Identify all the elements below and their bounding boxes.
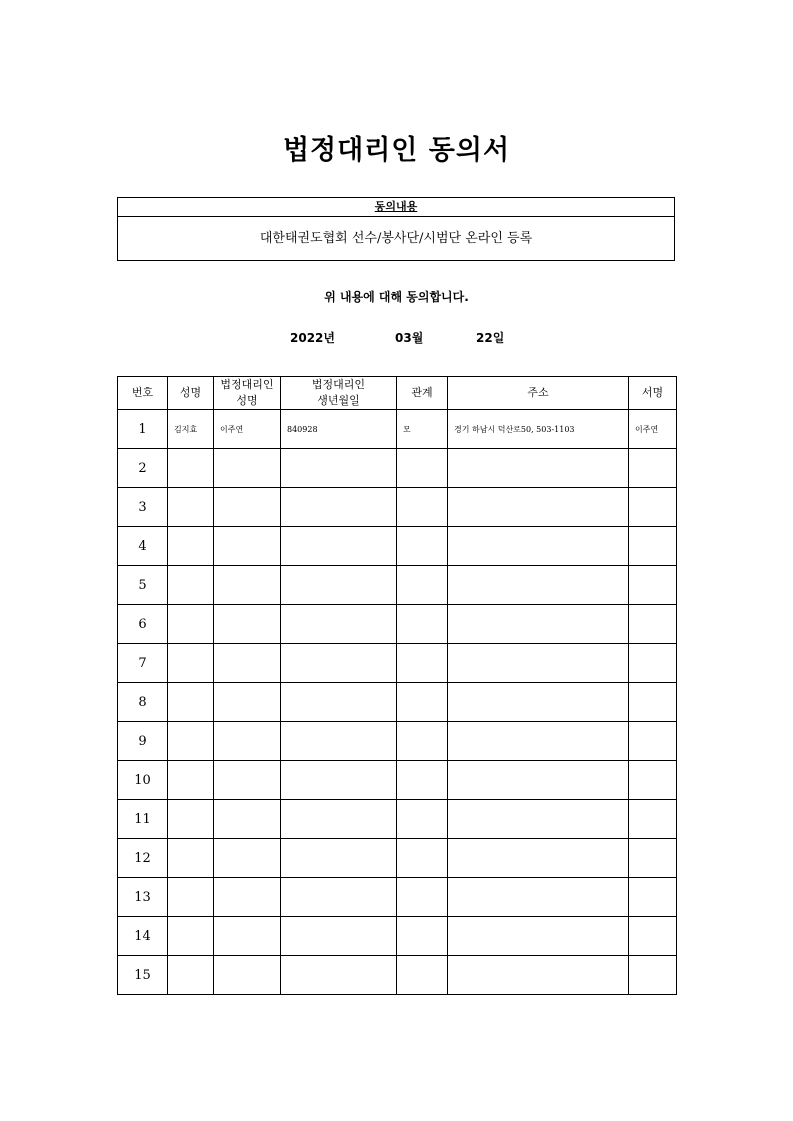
table-row (118, 605, 677, 644)
cell-no: 5 (118, 566, 168, 605)
table-row (118, 761, 677, 800)
date-year: 2022년 (290, 331, 335, 345)
cell-rep-birth (281, 644, 397, 683)
header-signature: 서명 (629, 377, 677, 410)
cell-rep-name (214, 449, 281, 488)
cell-rep-birth (281, 566, 397, 605)
cell-relation (397, 722, 448, 761)
cell-address (448, 839, 629, 878)
cell-relation (397, 566, 448, 605)
cell-address (448, 683, 629, 722)
cell-name (168, 800, 214, 839)
cell-rep-name (214, 566, 281, 605)
table-row (118, 644, 677, 683)
cell-relation (397, 683, 448, 722)
cell-relation (397, 449, 448, 488)
cell-signature (629, 956, 677, 995)
cell-rep-birth (281, 878, 397, 917)
cell-rep-birth (281, 761, 397, 800)
cell-signature (629, 449, 677, 488)
cell-no: 8 (118, 683, 168, 722)
cell-relation (397, 917, 448, 956)
cell-relation (397, 839, 448, 878)
cell-address (448, 566, 629, 605)
cell-address (448, 488, 629, 527)
cell-no: 1 (118, 410, 168, 449)
cell-rep-name (214, 683, 281, 722)
cell-address: 경기 하남시 덕산로50, 503-1103 (448, 410, 629, 449)
cell-rep-birth: 840928 (281, 410, 397, 449)
cell-rep-birth (281, 722, 397, 761)
table-row (118, 527, 677, 566)
header-rep-birth-line1: 법정대리인 (311, 378, 366, 391)
cell-signature: 이주연 (629, 410, 677, 449)
cell-rep-birth (281, 449, 397, 488)
cell-name (168, 488, 214, 527)
consent-content: 대한태권도협회 선수/봉사단/시범단 온라인 등록 (259, 231, 533, 246)
table-row (118, 800, 677, 839)
cell-name (168, 839, 214, 878)
cell-no: 6 (118, 605, 168, 644)
cell-name (168, 683, 214, 722)
cell-rep-name: 이주연 (214, 410, 281, 449)
cell-rep-name (214, 878, 281, 917)
table-row (118, 566, 677, 605)
table-row (118, 917, 677, 956)
cell-name (168, 917, 214, 956)
cell-no: 4 (118, 527, 168, 566)
guardian-consent-table (117, 376, 677, 995)
cell-no: 12 (118, 839, 168, 878)
cell-no: 15 (118, 956, 168, 995)
cell-rep-birth (281, 605, 397, 644)
cell-address (448, 449, 629, 488)
cell-relation (397, 800, 448, 839)
consent-box (117, 197, 675, 261)
cell-rep-name (214, 761, 281, 800)
header-rep-name-line2: 성명 (236, 394, 258, 407)
document-title: 법정대리인 동의서 (282, 135, 511, 166)
cell-rep-birth (281, 527, 397, 566)
cell-relation (397, 527, 448, 566)
header-no: 번호 (118, 377, 168, 410)
cell-rep-name (214, 644, 281, 683)
header-rep-name (214, 377, 281, 410)
cell-relation (397, 605, 448, 644)
cell-signature (629, 800, 677, 839)
table-row (118, 488, 677, 527)
cell-rep-birth (281, 800, 397, 839)
cell-address (448, 527, 629, 566)
cell-name (168, 761, 214, 800)
cell-address (448, 878, 629, 917)
table-row (118, 878, 677, 917)
cell-name (168, 527, 214, 566)
header-relation: 관계 (397, 377, 448, 410)
cell-no: 2 (118, 449, 168, 488)
header-rep-birth (281, 377, 397, 410)
consent-header (118, 198, 674, 217)
cell-rep-name (214, 488, 281, 527)
cell-rep-name (214, 839, 281, 878)
cell-signature (629, 605, 677, 644)
date-day: 22일 (476, 331, 505, 345)
cell-relation: 모 (397, 410, 448, 449)
cell-rep-name (214, 800, 281, 839)
cell-rep-name (214, 605, 281, 644)
header-address: 주소 (448, 377, 629, 410)
table-row (118, 839, 677, 878)
consent-header-label: 동의내용 (374, 200, 418, 213)
cell-address (448, 761, 629, 800)
cell-rep-birth (281, 839, 397, 878)
cell-no: 3 (118, 488, 168, 527)
cell-relation (397, 956, 448, 995)
agreement-statement: 위 내용에 대해 동의합니다. (324, 290, 469, 304)
cell-no: 13 (118, 878, 168, 917)
table-row (118, 722, 677, 761)
cell-name (168, 449, 214, 488)
cell-rep-name (214, 722, 281, 761)
header-name: 성명 (168, 377, 214, 410)
cell-rep-name (214, 917, 281, 956)
cell-relation (397, 878, 448, 917)
table-row (118, 449, 677, 488)
cell-address (448, 722, 629, 761)
cell-name (168, 722, 214, 761)
cell-no: 7 (118, 644, 168, 683)
cell-name (168, 956, 214, 995)
table-row (118, 956, 677, 995)
cell-relation (397, 761, 448, 800)
cell-rep-birth (281, 956, 397, 995)
table-row (118, 410, 677, 449)
cell-signature (629, 878, 677, 917)
cell-signature (629, 488, 677, 527)
cell-signature (629, 761, 677, 800)
cell-address (448, 644, 629, 683)
cell-name (168, 644, 214, 683)
cell-relation (397, 488, 448, 527)
table-header-row (118, 377, 677, 410)
cell-name (168, 566, 214, 605)
cell-rep-name (214, 956, 281, 995)
cell-address (448, 917, 629, 956)
table-row (118, 683, 677, 722)
cell-signature (629, 722, 677, 761)
date-month: 03월 (395, 331, 424, 345)
cell-signature (629, 683, 677, 722)
cell-address (448, 956, 629, 995)
header-rep-name-line1: 법정대리인 (220, 378, 274, 391)
cell-signature (629, 644, 677, 683)
cell-no: 9 (118, 722, 168, 761)
cell-rep-birth (281, 917, 397, 956)
cell-address (448, 605, 629, 644)
header-rep-birth-line2: 생년월일 (317, 394, 360, 407)
cell-name (168, 878, 214, 917)
cell-signature (629, 527, 677, 566)
cell-name (168, 605, 214, 644)
cell-signature (629, 566, 677, 605)
cell-rep-birth (281, 488, 397, 527)
cell-no: 10 (118, 761, 168, 800)
cell-relation (397, 644, 448, 683)
cell-signature (629, 917, 677, 956)
cell-no: 14 (118, 917, 168, 956)
cell-signature (629, 839, 677, 878)
cell-address (448, 800, 629, 839)
cell-rep-name (214, 527, 281, 566)
cell-no: 11 (118, 800, 168, 839)
cell-name: 김지효 (168, 410, 214, 449)
cell-rep-birth (281, 683, 397, 722)
